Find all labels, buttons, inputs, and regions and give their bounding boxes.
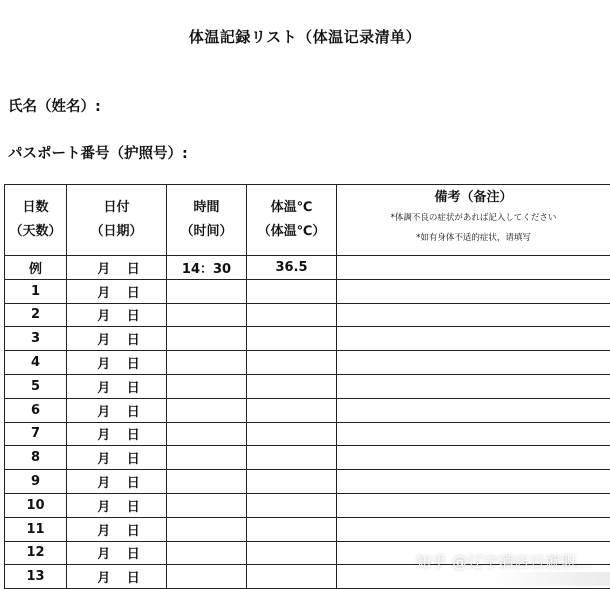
table-row bbox=[5, 493, 610, 517]
row-temp[interactable] bbox=[247, 422, 337, 446]
table-row bbox=[5, 374, 610, 398]
row-month-unit: 月 bbox=[97, 472, 110, 491]
row-day-unit: 日 bbox=[127, 305, 140, 324]
header-day-count bbox=[5, 185, 67, 256]
row-day-unit: 日 bbox=[127, 543, 140, 562]
row-time[interactable] bbox=[167, 541, 247, 565]
row-date[interactable] bbox=[67, 493, 167, 517]
row-time[interactable] bbox=[167, 398, 247, 422]
row-month-unit: 月 bbox=[97, 520, 110, 539]
header-time-cn: （时间） bbox=[167, 220, 246, 244]
example-day: 例 bbox=[5, 256, 67, 280]
table-row bbox=[5, 279, 610, 303]
passport-field-label: パスポート番号（护照号）: bbox=[8, 142, 188, 163]
row-day-number: 8 bbox=[5, 446, 67, 470]
row-day-number: 7 bbox=[5, 422, 67, 446]
row-day-unit: 日 bbox=[127, 377, 140, 396]
row-time[interactable] bbox=[167, 470, 247, 494]
row-temp[interactable] bbox=[247, 303, 337, 327]
row-remarks[interactable] bbox=[337, 303, 610, 327]
row-remarks[interactable] bbox=[337, 493, 610, 517]
row-day-number: 13 bbox=[5, 565, 67, 589]
example-time: 14：30 bbox=[167, 256, 247, 280]
row-day-unit: 日 bbox=[127, 472, 140, 491]
header-remarks-note-cn: *如有身体不适的症状，请填写 bbox=[337, 228, 610, 248]
temperature-record-table bbox=[4, 184, 610, 589]
row-date[interactable] bbox=[67, 374, 167, 398]
row-month-unit: 月 bbox=[97, 448, 110, 467]
row-day-number: 9 bbox=[5, 470, 67, 494]
row-remarks[interactable] bbox=[337, 374, 610, 398]
row-time[interactable] bbox=[167, 303, 247, 327]
row-date[interactable] bbox=[67, 446, 167, 470]
row-day-number: 5 bbox=[5, 374, 67, 398]
row-time[interactable] bbox=[167, 327, 247, 351]
row-day-number: 11 bbox=[5, 517, 67, 541]
row-remarks[interactable] bbox=[337, 351, 610, 375]
header-date bbox=[67, 185, 167, 256]
row-date[interactable] bbox=[67, 422, 167, 446]
row-temp[interactable] bbox=[247, 493, 337, 517]
row-day-number: 10 bbox=[5, 493, 67, 517]
row-time[interactable] bbox=[167, 422, 247, 446]
row-day-number: 2 bbox=[5, 303, 67, 327]
header-date-cn: （日期） bbox=[67, 220, 166, 244]
example-row bbox=[5, 256, 610, 280]
row-month-unit: 月 bbox=[97, 329, 110, 348]
row-date[interactable] bbox=[67, 279, 167, 303]
header-time bbox=[167, 185, 247, 256]
table-row bbox=[5, 398, 610, 422]
row-day-unit: 日 bbox=[127, 353, 140, 372]
watermark-text: 知乎 @辽宁酒店日就职... bbox=[416, 551, 592, 572]
table-row bbox=[5, 470, 610, 494]
row-day-number: 4 bbox=[5, 351, 67, 375]
row-month-unit: 月 bbox=[97, 567, 110, 586]
row-date[interactable] bbox=[67, 565, 167, 589]
row-day-unit: 日 bbox=[127, 520, 140, 539]
header-temp-jp: 体温℃ bbox=[247, 196, 336, 220]
row-day-unit: 日 bbox=[127, 282, 140, 301]
row-temp[interactable] bbox=[247, 279, 337, 303]
row-time[interactable] bbox=[167, 446, 247, 470]
row-remarks[interactable] bbox=[337, 470, 610, 494]
row-time[interactable] bbox=[167, 374, 247, 398]
row-month-unit: 月 bbox=[97, 282, 110, 301]
row-time[interactable] bbox=[167, 279, 247, 303]
row-remarks[interactable] bbox=[337, 327, 610, 351]
watermark-shade bbox=[490, 572, 610, 586]
row-month-unit: 月 bbox=[97, 353, 110, 372]
row-date[interactable] bbox=[67, 541, 167, 565]
example-month-unit: 月 bbox=[97, 258, 110, 277]
row-remarks[interactable] bbox=[337, 446, 610, 470]
row-day-unit: 日 bbox=[127, 401, 140, 420]
row-month-unit: 月 bbox=[97, 543, 110, 562]
header-temp bbox=[247, 185, 337, 256]
header-temp-cn: （体温℃） bbox=[247, 220, 336, 244]
row-month-unit: 月 bbox=[97, 496, 110, 515]
table-row bbox=[5, 446, 610, 470]
row-temp[interactable] bbox=[247, 374, 337, 398]
row-temp[interactable] bbox=[247, 398, 337, 422]
row-remarks[interactable] bbox=[337, 517, 610, 541]
row-time[interactable] bbox=[167, 517, 247, 541]
row-day-unit: 日 bbox=[127, 448, 140, 467]
example-day-unit: 日 bbox=[127, 258, 140, 277]
row-date[interactable] bbox=[67, 470, 167, 494]
row-month-unit: 月 bbox=[97, 305, 110, 324]
row-day-unit: 日 bbox=[127, 567, 140, 586]
row-month-unit: 月 bbox=[97, 377, 110, 396]
row-temp[interactable] bbox=[247, 351, 337, 375]
row-day-unit: 日 bbox=[127, 424, 140, 443]
row-date[interactable] bbox=[67, 398, 167, 422]
example-remarks bbox=[337, 256, 610, 280]
row-temp[interactable] bbox=[247, 541, 337, 565]
header-day-count-cn: （天数） bbox=[5, 220, 66, 244]
row-date[interactable] bbox=[67, 517, 167, 541]
row-remarks[interactable] bbox=[337, 422, 610, 446]
row-temp[interactable] bbox=[247, 565, 337, 589]
row-temp[interactable] bbox=[247, 470, 337, 494]
header-remarks-title: 備考（备注） bbox=[337, 188, 610, 208]
row-day-number: 1 bbox=[5, 279, 67, 303]
row-temp[interactable] bbox=[247, 446, 337, 470]
table-row bbox=[5, 327, 610, 351]
table-row bbox=[5, 351, 610, 375]
header-day-count-jp: 日数 bbox=[5, 196, 66, 220]
row-remarks[interactable] bbox=[337, 279, 610, 303]
header-remarks bbox=[337, 185, 610, 256]
header-time-jp: 時間 bbox=[167, 196, 246, 220]
row-day-number: 6 bbox=[5, 398, 67, 422]
row-day-number: 3 bbox=[5, 327, 67, 351]
header-remarks-note-jp: *体調不良の症状があれば記入してください bbox=[337, 208, 610, 228]
example-date bbox=[67, 256, 167, 280]
header-date-jp: 日付 bbox=[67, 196, 166, 220]
row-day-unit: 日 bbox=[127, 496, 140, 515]
name-field-label: 氏名（姓名）: bbox=[8, 95, 101, 116]
row-day-number: 12 bbox=[5, 541, 67, 565]
row-temp[interactable] bbox=[247, 327, 337, 351]
row-date[interactable] bbox=[67, 327, 167, 351]
document-title: 体温記録リスト（体温记录清单） bbox=[0, 26, 610, 47]
row-month-unit: 月 bbox=[97, 424, 110, 443]
row-time[interactable] bbox=[167, 565, 247, 589]
row-date[interactable] bbox=[67, 303, 167, 327]
row-time[interactable] bbox=[167, 351, 247, 375]
row-date[interactable] bbox=[67, 351, 167, 375]
row-remarks[interactable] bbox=[337, 398, 610, 422]
table-row bbox=[5, 517, 610, 541]
row-time[interactable] bbox=[167, 493, 247, 517]
table-header-row bbox=[5, 185, 610, 256]
row-temp[interactable] bbox=[247, 517, 337, 541]
table-row bbox=[5, 303, 610, 327]
row-month-unit: 月 bbox=[97, 401, 110, 420]
table-row bbox=[5, 422, 610, 446]
example-temp: 36.5 bbox=[247, 256, 337, 280]
row-day-unit: 日 bbox=[127, 329, 140, 348]
